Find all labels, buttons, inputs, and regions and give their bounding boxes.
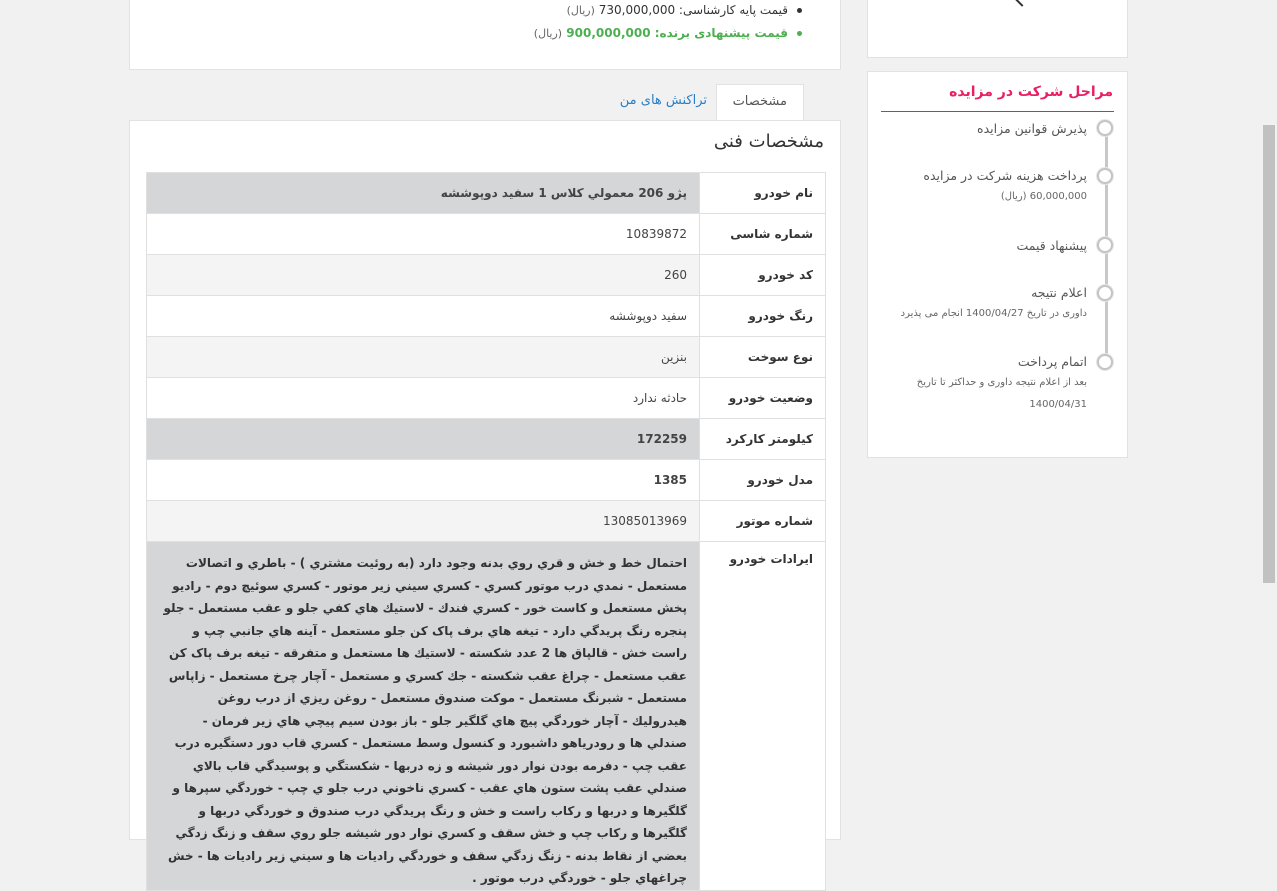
step-circle-icon	[1097, 168, 1113, 184]
spec-value: 10839872	[147, 214, 700, 255]
spec-key: رنگ خودرو	[700, 296, 826, 337]
spec-key: نوع سوخت	[700, 337, 826, 378]
table-row	[147, 460, 826, 501]
specs-title: مشخصات فنی	[713, 131, 824, 152]
spec-value: 13085013969	[147, 501, 700, 542]
spec-key: کد خودرو	[700, 255, 826, 296]
winner-price	[534, 22, 804, 45]
step-circle-icon	[1097, 120, 1113, 136]
spec-key: وضعیت خودرو	[700, 378, 826, 419]
steps-title: مراحل شرکت در مزایده	[949, 84, 1113, 100]
step-item	[923, 166, 1087, 208]
table-row	[147, 501, 826, 542]
spec-value: 1385	[147, 460, 700, 501]
table-row	[147, 173, 826, 214]
step-item	[901, 283, 1087, 325]
step-circle-icon	[1097, 354, 1113, 370]
step-sub: 60,000,000 (ریال)	[1000, 191, 1087, 202]
step-label: اعلام نتیجه	[1031, 285, 1087, 300]
table-row	[147, 419, 826, 460]
price-list	[534, 0, 804, 45]
spec-value: 172259	[147, 419, 700, 460]
step-sub: بعد از اعلام نتیجه داوری و حداکثر تا تاریخ 1400/04/31	[916, 377, 1087, 410]
step-label: پرداخت هزینه شرکت در مزایده	[923, 168, 1087, 183]
table-row	[147, 542, 826, 891]
step-sub: داوری در تاریخ 1400/04/27 انجام می پذیرد	[900, 308, 1087, 319]
divider	[881, 111, 1114, 112]
spec-value: پژو 206 معمولي كلاس 1 سفيد دوپوششه	[147, 173, 700, 214]
spec-value: سفيد دوپوششه	[147, 296, 700, 337]
spec-value: احتمال خط و خش و قري روي بدنه وجود دارد (به روئيت مشتري ) - باطري و اتصالات مستعمل - نمدي درب موتور كسري - كسري سيني زير موتور - كسري سوئيچ دوم - راديو پخش مستعمل و كاست خور - كسري فندك - لاستيك هاي كفي جلو و عقب مستعمل - جلو پنجره رنگ پريدگي دارد - تيغه هاي برف پاک كن جلو مستعمل - آينه هاي جانبي چپ و راست خش - قالپاق ها 2 عدد شكسته - لاستيك ها مستعمل و متفرقه - تيغه برف پاک كن عقب مستعمل - چراغ عقب شكسته - جك كسري و مستعمل - آچار چرخ مستعمل - زاپاس مستعمل - شبرنگ مستعمل - موكت صندوق مستعمل - روغن ريزي از درب روغن هيدروليك - آچار خوردگي پيچ هاي گلگير جلو - باز بودن سيم پيچي هاي زير فرمان - صندلي ها و رودرياهو داشبورد و كنسول وسط مستعمل - كسري قاب دور دستگيره درب عقب چپ - دفرمه بودن نوار دور شيشه و زه دربها - شكستگي و پوسيدگي قاب بالاي صندلي عقب پشت ستون هاي عقب - كسري ناخوني درب جلو ي چپ - خوردگي سپرها و گلگيرها و دربها و ركاب راست و خش و رنگ پريدگي درب صندوق و خوردگي دربها و گلگيرها و ركاب چپ و خش سقف و كسري نوار دور شيشه جلو روي سقف و زنگ زدگي بعضي از نقاط بدنه - زنگ زدگي سقف و خوردگي راديات ها و سيني زير راديات ها - خش چراغهاي جلو - خوردگي درب موتور .	[147, 542, 700, 891]
table-row	[147, 337, 826, 378]
spec-key: نام خودرو	[700, 173, 826, 214]
spec-value: حادثه ندارد	[147, 378, 700, 419]
step-circle-icon	[1097, 237, 1113, 253]
base-price-unit: (ریال)	[566, 4, 595, 17]
table-row	[147, 296, 826, 337]
table-row	[147, 214, 826, 255]
table-row	[147, 378, 826, 419]
step-item	[977, 119, 1087, 139]
tab-bar	[129, 84, 841, 121]
winner-price-value: 900,000,000	[566, 26, 651, 40]
base-price	[534, 0, 804, 22]
spec-key: مدل خودرو	[700, 460, 826, 501]
spec-key: شماره موتور	[700, 501, 826, 542]
winner-price-unit: (ریال)	[533, 27, 563, 40]
spec-key: کیلومتر کارکرد	[700, 419, 826, 460]
step-item	[902, 352, 1087, 416]
base-price-label: قیمت پایه کارشناسی:	[678, 3, 788, 17]
scrollbar-thumb[interactable]	[1263, 125, 1275, 583]
tab-specs[interactable]: مشخصات	[716, 84, 804, 122]
table-row	[147, 255, 826, 296]
specs-card	[129, 120, 841, 885]
spec-key: شماره شاسی	[700, 214, 826, 255]
step-item	[1016, 236, 1087, 256]
spec-key: ایرادات خودرو	[700, 542, 826, 891]
price-summary-card	[129, 0, 841, 70]
step-label: پذیرش قوانین مزایده	[977, 121, 1087, 136]
auction-steps-card	[867, 71, 1128, 458]
step-circle-icon	[1097, 285, 1113, 301]
base-price-value: 730,000,000	[598, 3, 676, 17]
chevron-left-icon[interactable]	[1009, 0, 1034, 7]
side-top-card	[867, 0, 1128, 58]
spec-value: بنزین	[147, 337, 700, 378]
step-label: اتمام پرداخت	[1017, 354, 1087, 369]
tab-my-transactions[interactable]: تراکنش های من	[619, 93, 707, 108]
step-label: پیشنهاد قیمت	[1016, 238, 1087, 253]
spec-value: 260	[147, 255, 700, 296]
page-scrollbar[interactable]	[1261, 0, 1277, 823]
spec-table	[146, 172, 826, 891]
winner-price-label: قیمت پیشنهادی برنده:	[654, 26, 788, 40]
